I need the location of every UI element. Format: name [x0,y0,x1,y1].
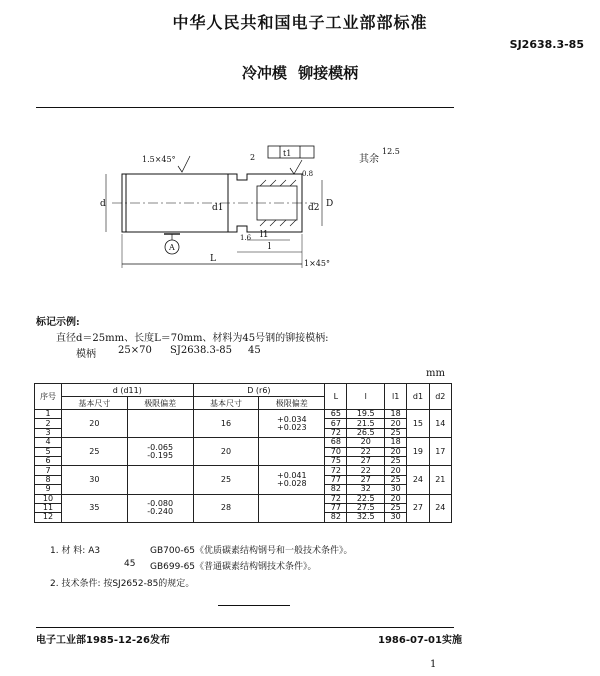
cell-seq: 2 [35,419,62,428]
col-d1: d1 [407,384,429,410]
col-D-basic: 基本尺寸 [193,397,259,410]
cell-d-dev [127,410,193,438]
cell-l1: 30 [385,485,407,494]
col-d-basic: 基本尺寸 [62,397,128,410]
col-d2: d2 [429,384,451,410]
cell-seq: 12 [35,513,62,522]
cell-d-dev: -0.065 -0.195 [127,438,193,466]
cell-seq: 5 [35,447,62,456]
cell-l: 19.5 [347,410,385,419]
cell-L: 68 [325,438,347,447]
marking-heading: 标记示例: [36,317,80,328]
cell-L: 70 [325,447,347,456]
cell-l: 27 [347,475,385,484]
cell-l: 21.5 [347,419,385,428]
cell-d2: 14 [429,410,451,438]
cell-l: 20 [347,438,385,447]
dim-l-text: l [268,242,271,252]
org-title: 中华人民共和国电子工业部部标准 [172,13,428,32]
cell-d-basic: 35 [62,494,128,522]
notes-end-rule [218,605,290,606]
cell-L: 82 [325,513,347,522]
cell-L: 72 [325,428,347,437]
col-l: l [347,384,385,410]
cell-d1: 19 [407,438,429,466]
cell-d-basic: 25 [62,438,128,466]
cell-L: 72 [325,466,347,475]
doc-title: 冷冲模 铆接模柄 [241,64,359,82]
cell-l: 32 [347,485,385,494]
cell-l1: 20 [385,494,407,503]
cell-l1: 20 [385,466,407,475]
issued-date: 电子工业部1985-12-26发布 [36,635,170,646]
cell-d-dev [127,466,193,494]
dim-l1-text: l1 [260,230,269,240]
roughness-mark [178,156,190,172]
cell-d1: 24 [407,466,429,494]
cell-seq: 4 [35,438,62,447]
dim-d1-text: d1 [212,203,224,213]
dim-d2-text: d2 [308,203,320,213]
cell-seq: 7 [35,466,62,475]
cell-seq: 9 [35,485,62,494]
note1b-label: 45 [124,559,136,569]
effective-date: 1986-07-01实施 [378,635,462,646]
marking-name: 模柄 [76,349,96,360]
note2: 2. 技术条件: 按SJ2652-85的规定。 [50,579,195,589]
cell-d-basic: 30 [62,466,128,494]
cell-l1: 25 [385,503,407,512]
cell-l1: 18 [385,410,407,419]
chamfer-text: 1.5×45° [142,155,176,164]
roughness-mark-2 [290,160,302,174]
cell-l1: 25 [385,428,407,437]
part-drawing [40,130,460,280]
footer-rule [36,627,454,628]
marking-size: 25×70 [118,345,152,356]
marking-material: 45 [248,345,261,356]
cell-l: 22 [347,466,385,475]
cell-L: 77 [325,475,347,484]
cell-l1: 25 [385,475,407,484]
note1-label: 1. 材 料: A3 [50,546,101,556]
cell-l1: 20 [385,419,407,428]
table-row [35,466,452,475]
cell-D-basic: 16 [193,410,259,438]
col-l1: l1 [385,384,407,410]
dim-L-text: L [210,254,216,264]
cell-d1: 27 [407,494,429,522]
datum-text: A [169,243,175,252]
spec-table [34,383,452,523]
header-rule [36,107,454,108]
cell-l1: 18 [385,438,407,447]
cell-D-dev [259,494,325,522]
dim-d-text: d [100,199,106,209]
ra08-text: 0.8 [302,170,314,178]
cell-seq: 1 [35,410,62,419]
col-seq: 序号 [35,384,62,410]
cell-D-dev [259,438,325,466]
num2-text: 2 [250,153,256,162]
col-D-group: D (r6) [193,384,325,397]
cell-l1: 30 [385,513,407,522]
cell-l: 32.5 [347,513,385,522]
cell-l: 26.5 [347,428,385,437]
col-d-dev: 极限偏差 [127,397,193,410]
cell-seq: 8 [35,475,62,484]
roughness-value: 12.5 [382,147,400,156]
ra16-text: 1.6 [240,234,252,242]
cell-seq: 11 [35,503,62,512]
cell-d-basic: 20 [62,410,128,438]
roughness-note: 其余 [359,154,379,165]
cell-d-dev: -0.080 -0.240 [127,494,193,522]
cell-l: 22 [347,447,385,456]
dim-D-text: D [326,199,334,209]
cell-D-dev: +0.041 +0.028 [259,466,325,494]
col-d-group: d (d11) [62,384,194,397]
note1-std: GB700-65《优质碳素结构钢号和一般技术条件》。 [150,546,353,556]
cell-seq: 6 [35,456,62,465]
cell-L: 72 [325,494,347,503]
table-row [35,438,452,447]
marking-code: SJ2638.3-85 [170,345,232,356]
table-row [35,494,452,503]
cell-D-dev: +0.034 +0.023 [259,410,325,438]
cell-L: 65 [325,410,347,419]
tolerance-text: t1 [283,149,292,158]
standard-code: SJ2638.3-85 [509,38,584,51]
cell-D-basic: 20 [193,438,259,466]
cell-d1: 15 [407,410,429,438]
cell-l: 22.5 [347,494,385,503]
cell-L: 82 [325,485,347,494]
cell-D-basic: 25 [193,466,259,494]
unit-label: mm [426,368,445,379]
cell-d2: 21 [429,466,451,494]
col-D-dev: 极限偏差 [259,397,325,410]
cell-L: 77 [325,503,347,512]
marking-line1: 直径d＝25mm、长度L＝70mm、材料为45号钢的铆接模柄: [56,333,329,344]
cell-l1: 25 [385,456,407,465]
col-L: L [325,384,347,410]
cell-D-basic: 28 [193,494,259,522]
cell-seq: 3 [35,428,62,437]
table-row [35,410,452,419]
cell-l: 27 [347,456,385,465]
cell-l1: 20 [385,447,407,456]
cell-d2: 17 [429,438,451,466]
cell-L: 67 [325,419,347,428]
cell-seq: 10 [35,494,62,503]
cell-L: 75 [325,456,347,465]
spec-body [35,410,452,523]
note1b-std: GB699-65《普通碳素结构钢技术条件》。 [150,562,317,572]
page-number: 1 [430,659,437,670]
cell-d2: 24 [429,494,451,522]
chamfer2-text: 1×45° [304,259,330,268]
cell-l: 27.5 [347,503,385,512]
